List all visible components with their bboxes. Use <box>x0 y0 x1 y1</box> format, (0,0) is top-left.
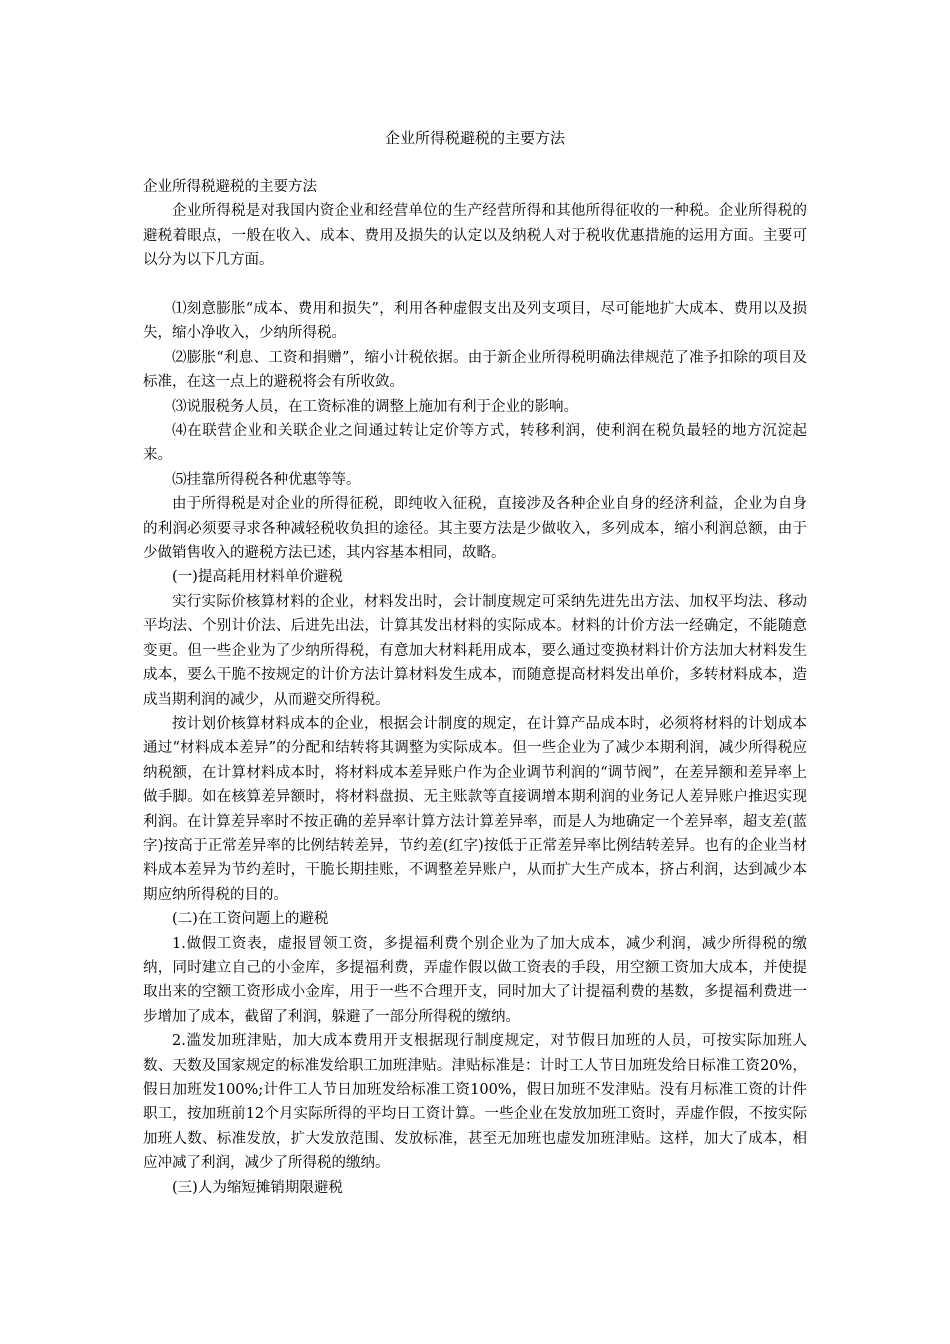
point-1: ⑴刻意膨胀“成本、费用和损失”，利用各种虚假支出及列支项目，尽可能地扩大成本、费用以及损失，缩小净收入，少纳所得税。 <box>143 301 807 342</box>
section-1-paragraph-1: 实行实际价核算材料的企业，材料发出时，会计制度规定可采纳先进先出方法、加权平均法、移动平均法、个别计价法、后进先出法，计算其发出材料的实际成本。材料的计价方法一经确定，不能随意变更。但一些企业为了少纳所得税，有意加大材料耗用成本，要么通过变换材料计价方法加大材料发生成本，要么干脆不按规定的计价方法计算材料发生成本，而随意提高材料发出单价，多转材料成本，造成当期利润的减少，从而避交所得税。 <box>143 593 807 708</box>
point-2: ⑵膨胀“利息、工资和捐赠”，缩小计税依据。由于新企业所得税明确法律规范了准予扣除的项目及标准，在这一点上的避税将会有所收敛。 <box>143 349 807 391</box>
section-2-paragraph-1: 1.做假工资表，虚报冒领工资，多提福利费个别企业为了加大成本，减少利润，减少所得税的缴纳，同时建立自己的小金库，多提福利费，弄虚作假以做工资表的手段，用空额工资加大成本，并使提取出来的空额工资形成小金库，用于一些不合理开支，同时加大了计提福利费的基数，多提福利费进一步增加了成本，截留了利润，躲避了一部分所得税的缴纳。 <box>143 935 807 1025</box>
section-2-paragraph-2: 2.滥发加班津贴，加大成本费用开支根据现行制度规定，对节假日加班的人员，可按实际加班人数、天数及国家规定的标准发给职工加班津贴。津贴标准是：计时工人节日加班发给日标准工资20%，假日加班发100%;计件工人节日加班发给标准工资100%，假日加班不发津贴。没有月标准工资的计件职工，按加班前12个月实际所得的平均日工资计算。一些企业在发放加班工资时，弄虚作假，不按实际加班人数、标准发放，扩大发放范围、发放标准，甚至无加班也虚发加班津贴。这样，加大了成本，相应冲减了利润，减少了所得税的缴纳。 <box>143 1033 807 1172</box>
blank-line <box>143 273 807 297</box>
point-5: ⑸挂靠所得税各种优惠等等。 <box>172 471 361 488</box>
intro-paragraph: 企业所得税是对我国内资企业和经营单位的生产经营所得和其他所得征收的一种税。企业所得税的避税着眼点，一般在收入、成本、费用及损失的认定以及纳税人对于税收优惠措施的运用方面。主要可以分为以下几方面。 <box>143 203 807 269</box>
section-1-paragraph-2: 按计划价核算材料成本的企业，根据会计制度的规定，在计算产品成本时，必须将材料的计划成本通过“材料成本差异”的分配和结转将其调整为实际成本。但一些企业为了减少本期利润，减少所得税应纳税额，在计算材料成本时，将材料成本差异账户作为企业调节利润的“调节阀”，在差异额和差异率上做手脚。如在核算差异额时，将材料盘损、无主账款等直接调增本期利润的业务记人差异账户推迟实现利润。在计算差异率时不按正确的差异率计算方法计算差异率，而是人为地确定一个差异率，超支差(蓝字)按高于正常差异率的比例结转差异，节约差(红字)按低于正常差异率比例结转差异。也有的企业当材料成本差异为节约差时，干脆长期挂账，不调整差异账户，从而扩大生产成本，挤占利润，达到减少本期应纳所得税的目的。 <box>143 715 807 903</box>
section-3-heading: (三)人为缩短摊销期限避税 <box>172 1179 343 1196</box>
income-paragraph: 由于所得税是对企业的所得征税，即纯收入征税，直接涉及各种企业自身的经济利益，企业为自身的利润必须要寻求各种减轻税收负担的途径。其主要方法是少做收入，多列成本，缩小利润总额，由于少做销售收入的避税方法已述，其内容基本相同，故略。 <box>143 496 807 562</box>
section-2-heading: (二)在工资问题上的避税 <box>172 911 329 928</box>
section-subtitle: 企业所得税避税的主要方法 <box>143 179 317 195</box>
document-title: 企业所得税避税的主要方法 <box>384 129 565 147</box>
section-1-heading: (一)提高耗用材料单价避税 <box>172 569 343 586</box>
document-body <box>143 175 807 1200</box>
point-4: ⑷在联营企业和关联企业之间通过转让定价等方式，转移利润，使利润在税负最轻的地方沉淀起来。 <box>143 423 807 464</box>
point-3: ⑶说服税务人员，在工资标准的调整上施加有利于企业的影响。 <box>172 398 578 415</box>
